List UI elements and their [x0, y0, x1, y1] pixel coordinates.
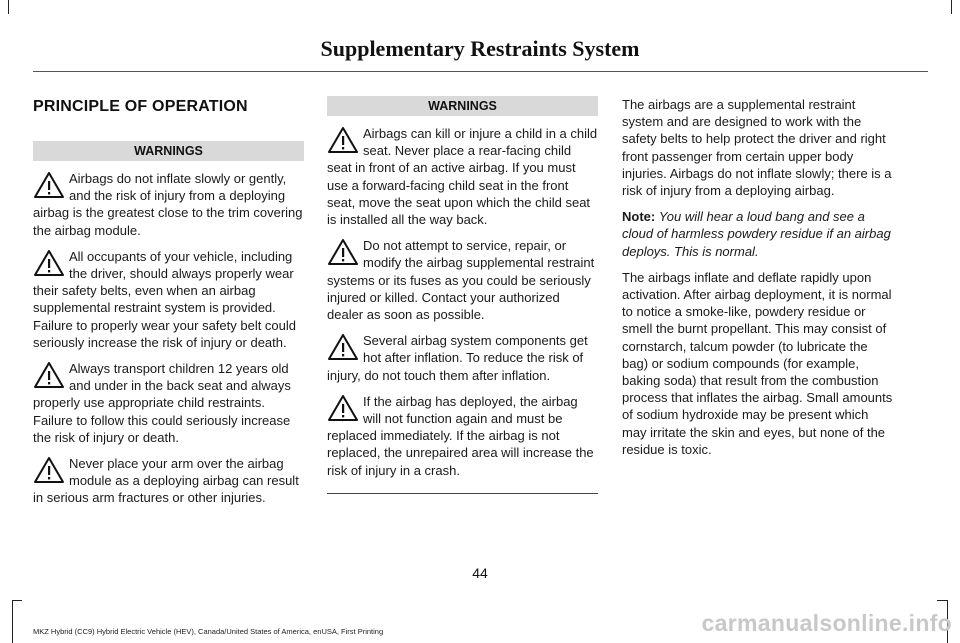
header-divider — [33, 71, 928, 72]
warning-text: All occupants of your vehicle, including the driver, should always properly wear their safety belts, even when an airbag supplemental restraint system is provided. Failure to properly wear your safety belt could seriously increase the risk of injury or death. — [33, 248, 297, 350]
section-heading: PRINCIPLE OF OPERATION — [33, 98, 248, 115]
warnings-end-divider — [327, 493, 598, 494]
warning-item — [327, 393, 598, 479]
crop-mark — [951, 0, 952, 14]
warning-triangle-icon — [327, 126, 363, 156]
warning-triangle-icon — [327, 333, 363, 363]
warning-item — [33, 248, 304, 351]
footer-text: MKZ Hybrid (CC9) Hybrid Electric Vehicle (HEV), Canada/United States of America, enUSA, First Printing — [33, 627, 384, 636]
body-paragraph: The airbags inflate and deflate rapidly upon activation. After airbag deployment, it is normal to notice a smoke-like, powdery residue or smell the burnt propellant. This may consist of cornstarch, talcum powder (to lubricate the bag) or sodium compounds (for example, baking soda) that result from the combustion process that inflates the airbag. Small amounts of sodium hydroxide may be present which may irritate the skin and eyes, but none of the residue is toxic. — [622, 269, 893, 457]
column-3 — [622, 96, 893, 467]
warning-triangle-icon — [327, 394, 363, 424]
warning-item — [33, 455, 304, 507]
warning-text: Several airbag system components get hot after inflation. To reduce the risk of injury, do not touch them after inflation. — [327, 333, 588, 383]
warning-item — [33, 360, 304, 446]
watermark: carmanualsonline.info — [701, 610, 952, 636]
note-label: Note: — [622, 209, 656, 225]
note-text: You will hear a loud bang and see a cloud of harmless powdery residue if an airbag deploys. This is normal. — [622, 209, 891, 259]
column-1 — [33, 96, 304, 507]
warning-item — [327, 125, 598, 228]
warnings-header: WARNINGS — [327, 96, 598, 116]
warning-text: Never place your arm over the airbag module as a deploying airbag can result in serious arm fractures or other injuries. — [33, 456, 299, 506]
warning-text: Always transport children 12 years old and under in the back seat and always properly use appropriate child restraints. Failure to follow this could seriously increase the risk of injury or death. — [33, 361, 291, 445]
warning-triangle-icon — [327, 238, 363, 268]
crop-mark — [8, 0, 9, 14]
column-2 — [327, 96, 598, 494]
crop-mark — [937, 600, 947, 601]
crop-mark — [12, 600, 13, 643]
warning-triangle-icon — [33, 249, 69, 279]
warnings-header: WARNINGS — [33, 141, 304, 161]
warning-triangle-icon — [33, 361, 69, 391]
crop-mark — [12, 600, 22, 601]
warning-text: Airbags can kill or injure a child in a child seat. Never place a rear-facing child seat in front of an active airbag. If you must use a forward-facing child seat in the front seat, move the seat upon which the child seat is installed all the way back. — [327, 126, 598, 228]
note — [622, 208, 893, 260]
warning-triangle-icon — [33, 456, 69, 486]
warning-item — [327, 237, 598, 323]
page-header-title: Supplementary Restraints System — [320, 36, 640, 61]
page-number: 44 — [472, 565, 488, 581]
warning-text: If the airbag has deployed, the airbag will not function again and must be replaced immediately. If the airbag is not replaced, the unrepaired area will increase the risk of injury in a crash. — [327, 393, 594, 478]
warning-text: Airbags do not inflate slowly or gently, and the risk of injury from a deploying airbag is the greatest close to the trim covering the airbag module. — [33, 171, 303, 238]
warning-item — [33, 170, 304, 239]
warning-item — [327, 332, 598, 384]
body-paragraph: The airbags are a supplemental restraint system and are designed to work with the safety belts to help protect the driver and right front passenger from certain upper body injuries. Airbags do not inflate slowly; there is a risk of injury from a deploying airbag. — [622, 97, 892, 199]
warning-text: Do not attempt to service, repair, or modify the airbag supplemental restraint systems or its fuses as you could be seriously injured or killed. Contact your authorized dealer as soon as possible. — [327, 238, 595, 323]
warning-triangle-icon — [33, 171, 69, 201]
